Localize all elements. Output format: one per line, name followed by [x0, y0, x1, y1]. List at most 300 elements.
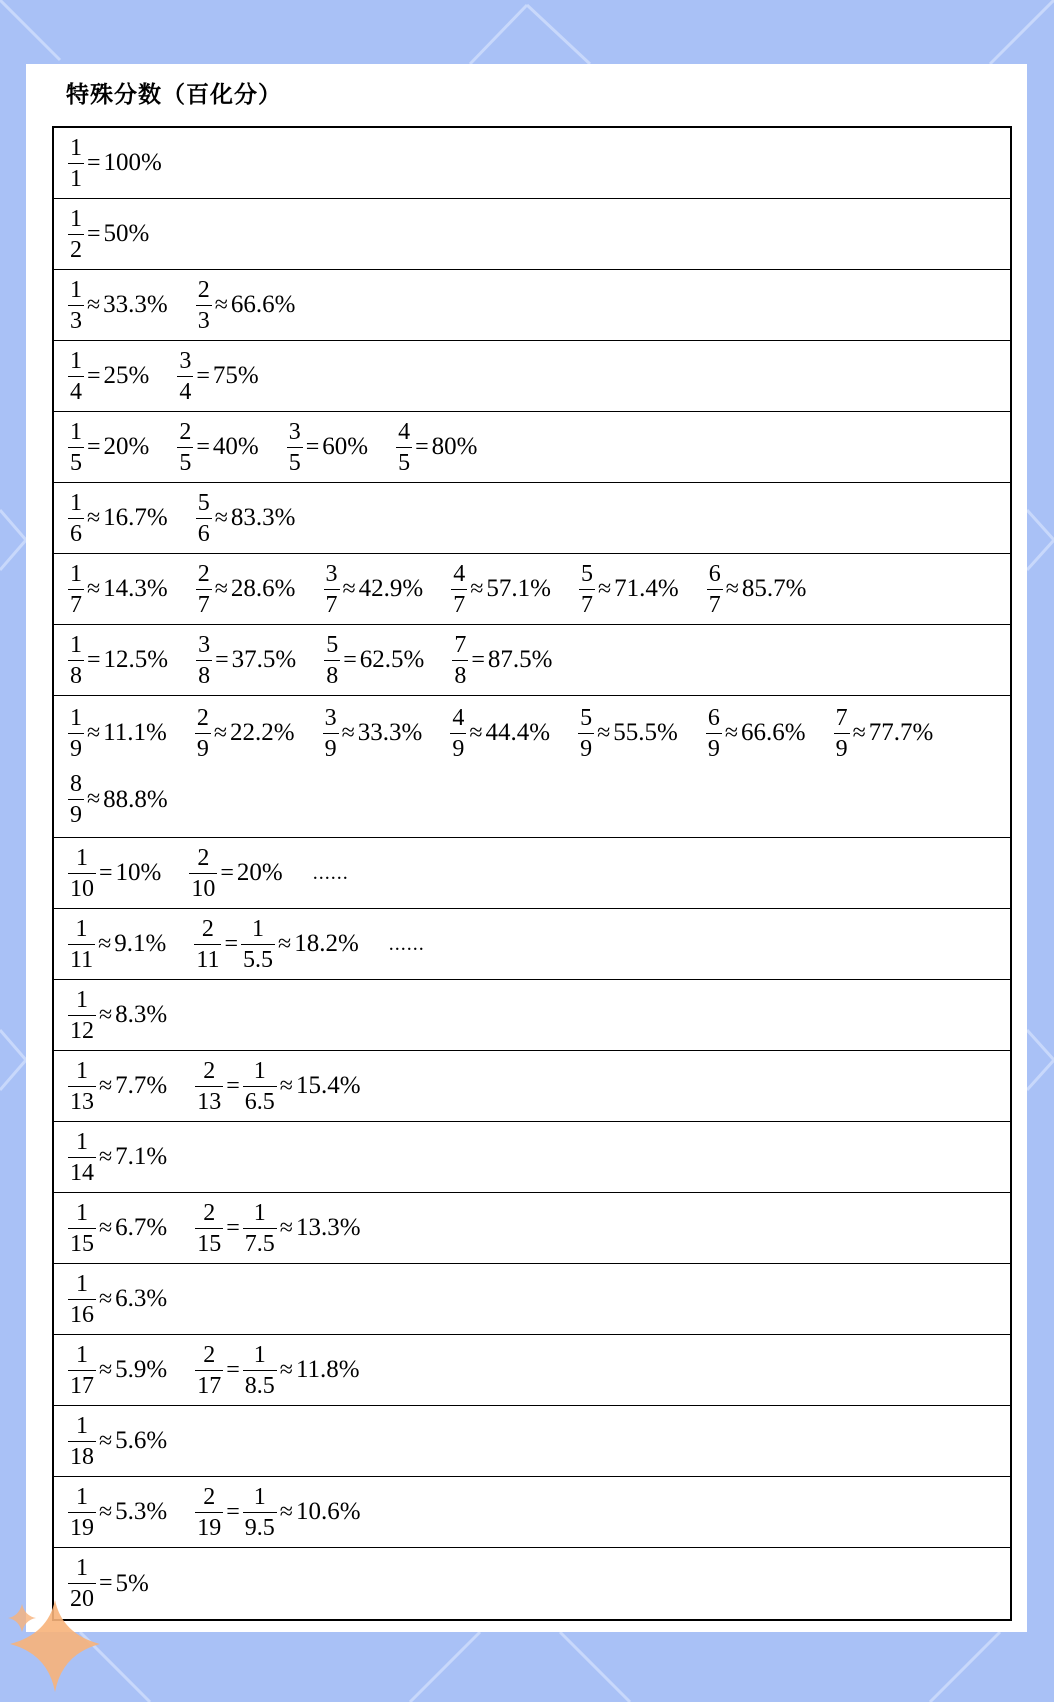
fraction	[452, 633, 468, 688]
fraction	[68, 491, 84, 546]
fraction-entry	[68, 769, 168, 831]
numerator: 4	[398, 418, 411, 445]
numerator: 3	[288, 418, 301, 445]
fraction	[68, 772, 84, 827]
fraction-entry	[196, 274, 296, 336]
fraction	[396, 420, 412, 475]
table-row	[54, 412, 1010, 483]
fraction	[68, 207, 84, 262]
percent-value: 15.4%	[295, 1072, 361, 1099]
numerator: 1	[76, 1057, 88, 1084]
relation-sign: ≈	[99, 1143, 113, 1170]
percent-value: 6.3%	[115, 1285, 168, 1312]
relation-sign: =	[99, 859, 113, 886]
table-row	[54, 128, 1010, 199]
numerator: 1	[76, 1199, 88, 1226]
relation-sign: =	[87, 149, 101, 176]
fraction-entry	[68, 984, 167, 1046]
numerator: 2	[197, 560, 210, 587]
percent-value: 33.3%	[103, 291, 168, 318]
relation-sign: ≈	[341, 719, 355, 746]
denominator: 7	[324, 589, 340, 617]
fraction-entry	[195, 1339, 359, 1401]
table-row	[54, 1264, 1010, 1335]
relation-sign: =	[87, 646, 101, 673]
denominator: 10	[68, 873, 96, 901]
fraction	[189, 846, 217, 901]
star-sparkle-icon	[0, 1592, 110, 1702]
relation-sign: ≈	[87, 575, 101, 602]
relation-sign: ≈	[213, 719, 227, 746]
relation-sign: ≈	[87, 719, 101, 746]
numerator: 2	[203, 1483, 216, 1510]
relation-sign: ≈	[278, 930, 292, 957]
fraction	[194, 917, 221, 972]
denominator: 3	[68, 305, 84, 333]
relation-sign: ≈	[214, 291, 228, 318]
percent-value: 100%	[103, 149, 162, 176]
numerator: 1	[70, 418, 82, 445]
fraction-entry	[68, 702, 167, 764]
percent-value: 88.8%	[103, 785, 168, 813]
relation-sign: =	[415, 433, 429, 460]
relation-sign: ≈	[279, 1356, 293, 1383]
numerator: 7	[835, 704, 848, 731]
fraction-entry	[68, 416, 149, 478]
fraction	[68, 846, 96, 901]
fraction	[450, 706, 466, 761]
relation-sign: =	[87, 433, 101, 460]
numerator: 2	[203, 1341, 216, 1368]
percent-value: 5.3%	[115, 1498, 168, 1525]
fraction	[578, 706, 594, 761]
fraction-entry	[396, 416, 477, 478]
denominator: 7	[451, 589, 467, 617]
table-row	[54, 1193, 1010, 1264]
denominator: 8.5	[243, 1370, 277, 1398]
relation-sign: ≈	[279, 1072, 293, 1099]
table-row	[54, 980, 1010, 1051]
fraction	[68, 1343, 96, 1398]
numerator: 5	[197, 489, 210, 516]
table-row	[54, 554, 1010, 625]
relation-sign: ≈	[99, 1285, 113, 1312]
denominator: 16	[68, 1299, 96, 1327]
fraction	[243, 1343, 277, 1398]
fraction-entry	[450, 702, 550, 764]
table-row	[54, 341, 1010, 412]
percent-value: 77.7%	[868, 719, 934, 747]
fraction	[177, 420, 193, 475]
fraction-entry	[323, 702, 423, 764]
table-row	[54, 1548, 1010, 1619]
relation-sign: ≈	[87, 504, 101, 531]
fraction	[706, 706, 722, 761]
fraction	[324, 562, 340, 617]
numerator: 1	[253, 1341, 266, 1368]
fraction	[324, 633, 340, 688]
fraction-entry	[452, 629, 552, 691]
relation-sign: =	[224, 930, 239, 957]
numerator: 1	[76, 1412, 88, 1439]
denominator: 7	[579, 589, 595, 617]
fraction	[323, 706, 339, 761]
fraction-entry	[68, 629, 168, 691]
fraction	[451, 562, 467, 617]
numerator: 8	[70, 771, 82, 798]
fraction	[68, 1414, 96, 1469]
numerator: 1	[70, 276, 82, 303]
numerator: 4	[453, 560, 466, 587]
percent-value: 60%	[322, 433, 369, 460]
fraction	[243, 1485, 277, 1540]
paper-sheet	[26, 64, 1027, 1632]
denominator: 7	[707, 589, 723, 617]
fraction-entry	[68, 1268, 167, 1330]
fraction	[196, 562, 212, 617]
relation-sign: ≈	[99, 1356, 113, 1383]
fraction	[196, 633, 212, 688]
fraction-entry	[706, 702, 806, 764]
fraction-entry	[68, 913, 166, 975]
fraction-entry	[195, 1481, 360, 1543]
fraction-entry	[451, 558, 551, 620]
fraction-entry	[324, 629, 424, 691]
denominator: 5.5	[241, 944, 275, 972]
percent-value: 9.1%	[114, 930, 167, 957]
percent-value: 8.3%	[115, 1001, 168, 1028]
fraction	[241, 917, 275, 972]
fraction	[68, 1201, 96, 1256]
relation-sign: ≈	[279, 1214, 293, 1241]
fraction	[195, 706, 211, 761]
fraction-entry	[68, 1126, 167, 1188]
numerator: 1	[75, 915, 88, 942]
fraction-entry	[68, 1197, 167, 1259]
fraction-entry	[68, 203, 149, 265]
fraction-entry	[195, 1055, 360, 1117]
percent-value: 66.6%	[741, 719, 806, 747]
relation-sign: ≈	[99, 1427, 113, 1454]
fraction-entry	[68, 1055, 167, 1117]
percent-value: 62.5%	[359, 646, 425, 673]
relation-sign: ≈	[99, 1001, 113, 1028]
relation-sign: ≈	[470, 575, 484, 602]
percent-value: 87.5%	[487, 646, 553, 673]
numerator: 2	[201, 915, 214, 942]
numerator: 1	[76, 1555, 88, 1581]
relation-sign: =	[87, 362, 101, 389]
percent-value: 55.5%	[613, 719, 678, 747]
numerator: 2	[197, 276, 210, 303]
percent-value: 85.7%	[741, 575, 807, 602]
denominator: 5	[287, 447, 303, 475]
percent-value: 37.5%	[231, 646, 297, 673]
numerator: 2	[179, 418, 192, 445]
relation-sign: ≈	[99, 1498, 113, 1525]
percent-value: 6.7%	[115, 1214, 168, 1241]
percent-value: 20%	[236, 859, 283, 886]
fraction	[243, 1201, 277, 1256]
denominator: 14	[68, 1157, 96, 1185]
percent-value: 57.1%	[486, 575, 551, 602]
denominator: 9	[68, 733, 84, 761]
relation-sign: ≈	[598, 575, 612, 602]
percent-value: 13.3%	[295, 1214, 361, 1241]
table-row	[54, 1335, 1010, 1406]
denominator: 1	[68, 163, 84, 191]
fraction	[68, 706, 84, 761]
fraction-entry	[195, 702, 295, 764]
fraction-entry	[68, 842, 161, 904]
denominator: 19	[195, 1512, 223, 1540]
relation-sign: =	[226, 1072, 240, 1099]
relation-sign: ≈	[214, 575, 228, 602]
numerator: 3	[198, 631, 211, 658]
numerator: 2	[197, 844, 210, 871]
relation-sign: =	[196, 433, 210, 460]
percent-value: 22.2%	[230, 719, 295, 747]
relation-sign: =	[305, 433, 320, 460]
numerator: 1	[253, 1057, 266, 1084]
relation-sign: =	[226, 1498, 240, 1525]
relation-sign: =	[343, 646, 357, 673]
percent-value: 11.8%	[295, 1356, 360, 1383]
denominator: 9.5	[243, 1512, 277, 1540]
fraction-entry	[189, 842, 282, 904]
fraction-entry	[68, 345, 149, 407]
numerator: 7	[454, 631, 467, 658]
fraction-entry	[68, 132, 162, 194]
numerator: 1	[70, 134, 82, 161]
numerator: 5	[326, 631, 339, 658]
denominator: 9	[578, 733, 594, 761]
denominator: 9	[195, 733, 211, 761]
fraction	[68, 917, 95, 972]
denominator: 9	[706, 733, 722, 761]
fraction-entry	[579, 558, 679, 620]
fraction	[196, 278, 212, 333]
table-row	[54, 483, 1010, 554]
numerator: 6	[708, 560, 721, 587]
percent-value: 10.6%	[295, 1498, 361, 1525]
numerator: 2	[203, 1199, 216, 1226]
percent-value: 18.2%	[294, 930, 359, 957]
fraction	[68, 988, 96, 1043]
fraction-entry	[68, 558, 168, 620]
denominator: 9	[450, 733, 466, 761]
percent-value: 25%	[103, 362, 150, 389]
denominator: 8	[324, 660, 340, 688]
denominator: 7	[68, 589, 84, 617]
fraction	[195, 1485, 223, 1540]
fraction-entry	[707, 558, 807, 620]
relation-sign: =	[226, 1214, 240, 1241]
denominator: 20	[68, 1583, 96, 1611]
percent-value: 33.3%	[357, 719, 423, 747]
numerator: 1	[76, 1341, 88, 1368]
denominator: 17	[195, 1370, 223, 1398]
denominator: 5	[396, 447, 412, 475]
relation-sign: ≈	[342, 575, 356, 602]
relation-sign: ≈	[725, 575, 739, 602]
denominator: 17	[68, 1370, 96, 1398]
fraction	[196, 491, 212, 546]
denominator: 18	[68, 1441, 96, 1469]
ellipsis: ......	[312, 861, 349, 884]
numerator: 3	[325, 560, 338, 587]
fraction	[68, 1059, 96, 1114]
ellipsis: ......	[388, 932, 425, 955]
fraction	[707, 562, 723, 617]
denominator: 8	[68, 660, 84, 688]
denominator: 15	[68, 1228, 96, 1256]
fraction	[68, 1272, 96, 1327]
fraction-entry	[287, 416, 368, 478]
denominator: 8	[452, 660, 468, 688]
fraction-entry	[578, 702, 678, 764]
percent-value: 83.3%	[230, 504, 296, 531]
denominator: 6.5	[243, 1086, 277, 1114]
fraction-entry	[196, 558, 296, 620]
table-row	[54, 838, 1010, 909]
fraction-entry	[324, 558, 424, 620]
table-row	[54, 1122, 1010, 1193]
relation-sign: ≈	[724, 719, 738, 746]
relation-sign: ≈	[87, 291, 101, 318]
denominator: 9	[834, 733, 850, 761]
fraction	[68, 633, 84, 688]
numerator: 5	[580, 704, 593, 731]
percent-value: 20%	[103, 433, 150, 460]
fraction	[68, 1485, 96, 1540]
numerator: 1	[76, 1483, 88, 1510]
relation-sign: ≈	[469, 719, 483, 746]
table-row	[54, 199, 1010, 270]
table-row	[54, 1406, 1010, 1477]
relation-sign: ≈	[99, 1214, 113, 1241]
percent-value: 14.3%	[103, 575, 168, 602]
fraction	[68, 420, 84, 475]
numerator: 5	[581, 560, 593, 587]
fraction-entry	[177, 416, 258, 478]
relation-sign: ≈	[852, 719, 866, 746]
denominator: 12	[68, 1015, 96, 1043]
percent-value: 75%	[212, 362, 259, 389]
fraction-entry	[68, 487, 168, 549]
fraction-entry	[68, 1339, 167, 1401]
percent-value: 71.4%	[614, 575, 679, 602]
percent-value: 28.6%	[230, 575, 296, 602]
relation-sign: =	[99, 1570, 113, 1596]
denominator: 19	[68, 1512, 96, 1540]
fraction	[195, 1343, 223, 1398]
percent-value: 10%	[115, 859, 162, 886]
numerator: 1	[76, 1128, 88, 1155]
numerator: 3	[324, 704, 337, 731]
numerator: 2	[203, 1057, 216, 1084]
denominator: 4	[177, 376, 193, 404]
relation-sign: =	[215, 646, 229, 673]
fraction	[68, 278, 84, 333]
relation-sign: ≈	[279, 1498, 293, 1525]
denominator: 6	[196, 518, 212, 546]
fraction-entry	[177, 345, 258, 407]
percent-value: 50%	[103, 220, 150, 247]
denominator: 11	[68, 944, 95, 972]
denominator: 9	[323, 733, 339, 761]
table-row	[54, 1477, 1010, 1548]
percent-value: 16.7%	[103, 504, 168, 531]
numerator: 1	[70, 631, 82, 658]
fraction-entry	[195, 1197, 360, 1259]
denominator: 4	[68, 376, 84, 404]
table-row	[54, 625, 1010, 696]
numerator: 1	[76, 1270, 88, 1297]
relation-sign: ≈	[98, 930, 112, 957]
relation-sign: ≈	[597, 719, 611, 746]
fraction	[579, 562, 595, 617]
numerator: 1	[70, 347, 82, 374]
denominator: 6	[68, 518, 84, 546]
denominator: 7	[196, 589, 212, 617]
fraction	[68, 1130, 96, 1185]
fraction	[195, 1059, 223, 1114]
fraction	[287, 420, 303, 475]
fraction-entry	[68, 1481, 167, 1543]
fraction-entry	[196, 629, 296, 691]
percent-value: 11.1%	[103, 719, 167, 747]
numerator: 4	[452, 704, 465, 731]
numerator: 1	[252, 915, 265, 942]
numerator: 1	[70, 704, 82, 731]
numerator: 1	[70, 205, 82, 232]
percent-value: 5.6%	[115, 1427, 168, 1454]
denominator: 5	[177, 447, 193, 475]
fraction-table	[52, 126, 1012, 1621]
fraction	[68, 562, 84, 617]
fraction	[195, 1201, 223, 1256]
numerator: 3	[179, 347, 192, 374]
fraction-entry	[834, 702, 934, 764]
fraction-entry	[68, 1410, 167, 1472]
relation-sign: =	[226, 1356, 240, 1383]
denominator: 11	[194, 944, 221, 972]
denominator: 5	[68, 447, 84, 475]
denominator: 13	[195, 1086, 223, 1114]
percent-value: 5%	[115, 1569, 149, 1597]
denominator: 15	[195, 1228, 223, 1256]
table-row	[54, 909, 1010, 980]
numerator: 2	[196, 704, 209, 731]
denominator: 3	[196, 305, 212, 333]
denominator: 8	[196, 660, 212, 688]
fraction	[68, 349, 84, 404]
percent-value: 12.5%	[103, 646, 169, 673]
relation-sign: =	[220, 859, 234, 886]
relation-sign: ≈	[99, 1072, 113, 1099]
fraction	[68, 136, 84, 191]
percent-value: 42.9%	[358, 575, 424, 602]
percent-value: 5.9%	[115, 1356, 168, 1383]
denominator: 9	[68, 799, 84, 827]
table-row	[54, 696, 1010, 838]
numerator: 6	[707, 704, 720, 731]
percent-value: 44.4%	[485, 719, 551, 747]
denominator: 2	[68, 234, 84, 262]
numerator: 1	[76, 844, 88, 871]
fraction	[834, 706, 850, 761]
